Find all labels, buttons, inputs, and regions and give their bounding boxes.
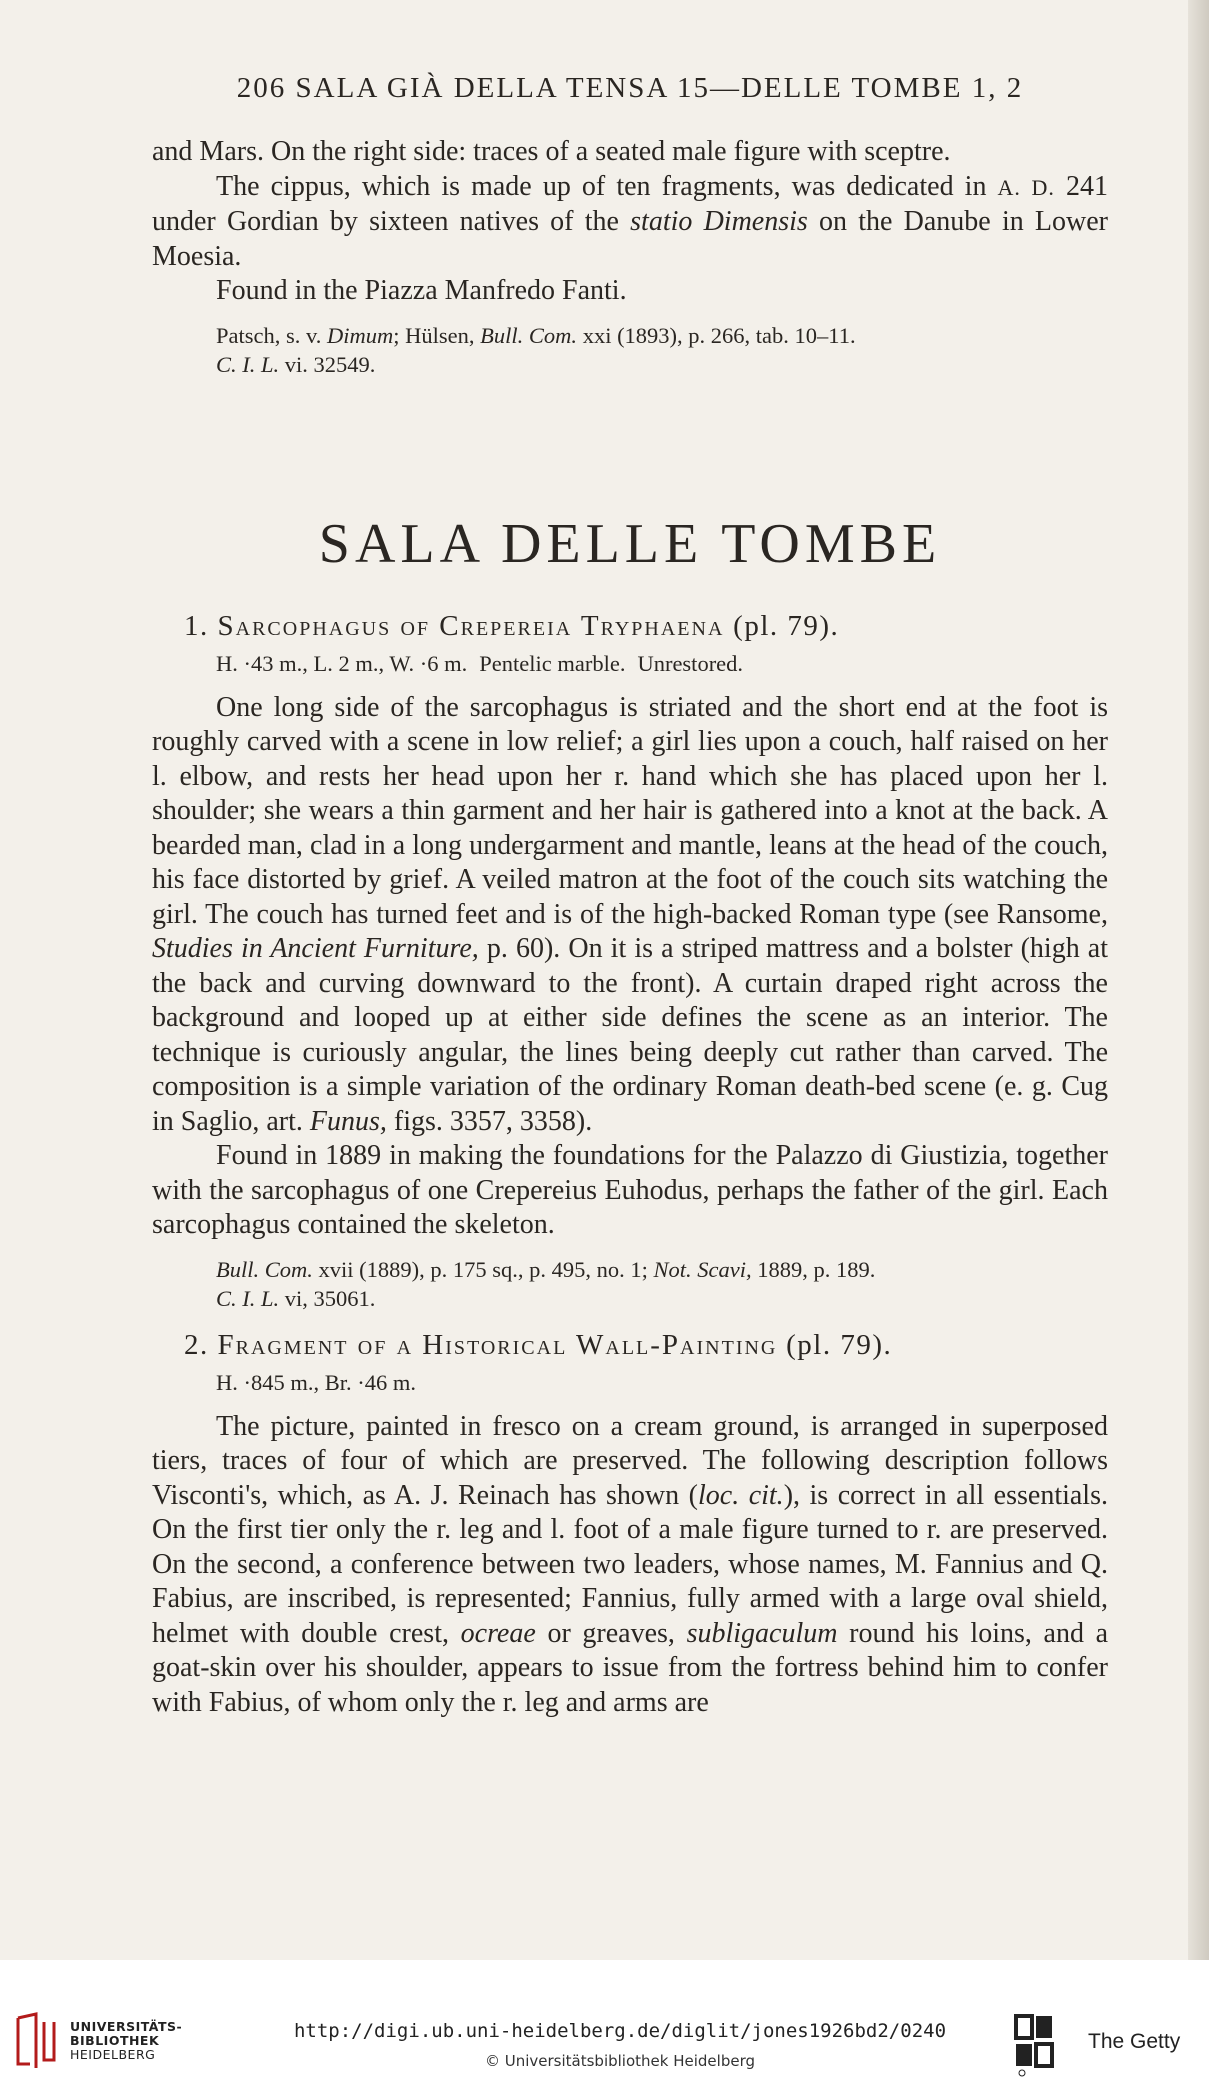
copyright-notice: © Universitätsbibliothek Heidelberg — [484, 2052, 755, 2070]
digitization-footer — [0, 1960, 1209, 2096]
item-1-description: One long side of the sarcophagus is striated and the short end at the foot is roughly carved with a scene in low relief; a girl lies upon a couch, half raised on her l. elbow, and rests her head upon her r. hand which she has placed upon her l. shoulder; she wears a thin garment and her hair is gathered into a knot at the back. A bearded man, clad in a long undergarment and mantle, leans at the head of the couch, his face distorted by grief. A veiled matron at the foot of the couch sits watching the girl. The couch has turned feet and is of the high-backed Roman type (see Ransome, Studies in Ancient Furniture, p. 60). On it is a striped mattress and a bolster (high at the back and curving downward to the front). A curtain draped right across the background and looped up at either side defines the scene as an interior. The technique is curiously angular, the lines being deeply cut rather than carved. The composition is a simple variation of the ordinary Roman death-bed scene (e. g. Cug in Saglio, art. Funus, figs. 3357, 3358). — [152, 691, 1108, 1137]
item-1-heading: 1. Sarcophagus of Crepereia Tryphaena (pl. 79). — [184, 609, 840, 642]
item-2-heading: 2. Fragment of a Historical Wall-Painting (pl. 79). — [184, 1328, 893, 1361]
intro-paragraph-1: and Mars. On the right side: traces of a seated male figure with sceptre. — [152, 136, 951, 167]
reference-line: C. I. L. vi, 35061. — [216, 1285, 376, 1311]
getty-logo-icon[interactable] — [1014, 2012, 1056, 2078]
intro-paragraph-2: The cippus, which is made up of ten fragments, was dedicated in A. D. 241 under Gordian by sixteen natives of the statio Dimensis on the Danube in Lower Moesia. — [152, 170, 1109, 272]
item-1-references — [152, 1255, 1108, 1313]
section-title: SALA DELLE TOMBE — [318, 512, 942, 575]
ub-heidelberg-logo-icon[interactable] — [14, 2012, 58, 2070]
running-head — [152, 72, 1108, 105]
page-number: 206 — [236, 72, 287, 104]
intro-paragraph-3: Found in the Piazza Manfredo Fanti. — [216, 275, 627, 306]
running-head-title: SALA GIÀ DELLA TENSA 15—DELLE TOMBE 1, 2 — [295, 72, 1024, 104]
item-2-dimensions: H. ·845 m., Br. ·46 m. — [216, 1369, 416, 1395]
intro-references — [152, 321, 1108, 379]
reference-line: C. I. L. vi. 32549. — [216, 351, 376, 377]
permalink-url[interactable]: http://digi.ub.uni-heidelberg.de/diglit/jones1926bd2/0240 — [293, 2020, 947, 2042]
reference-line: Bull. Com. xvii (1889), p. 175 sq., p. 495, no. 1; Not. Scavi, 1889, p. 189. — [216, 1256, 876, 1282]
page-edge — [1188, 0, 1209, 1960]
page-content — [152, 72, 1108, 1720]
item-1-findspot: Found in 1889 in making the foundations for the Palazzo di Giustizia, together with the sarcophagus of one Crepereius Euhodus, perhaps the father of the girl. Each sarcophagus contained the skeleton. — [152, 1140, 1108, 1240]
reference-line: Patsch, s. v. Dimum; Hülsen, Bull. Com. xxi (1893), p. 266, tab. 10–11. — [216, 322, 856, 348]
item-1-dimensions: H. ·43 m., L. 2 m., W. ·6 m. Pentelic marble. Unrestored. — [216, 650, 744, 676]
getty-label: The Getty — [1088, 2030, 1181, 2053]
item-2-description: The picture, painted in fresco on a cream ground, is arranged in superposed tiers, traces of four of which are preserved. The following description follows Visconti's, which, as A. J. Reinach has shown (loc. cit.), is correct in all essentials. On the first tier only the r. leg and l. foot of a male figure turned to r. are preserved. On the second, a conference between two leaders, whose names, M. Fannius and Q. Fabius, are inscribed, is represented; Fannius, fully armed with a large oval shield, helmet with double crest, ocreae or greaves, subligaculum round his loins, and a goat-skin over his shoulder, appears to issue from the fortress behind him to confer with Fabius, of whom only the r. leg and arms are — [152, 1410, 1109, 1718]
ub-heidelberg-label: UNIVERSITÄTS- BIBLIOTHEK HEIDELBERG — [70, 2019, 183, 2062]
